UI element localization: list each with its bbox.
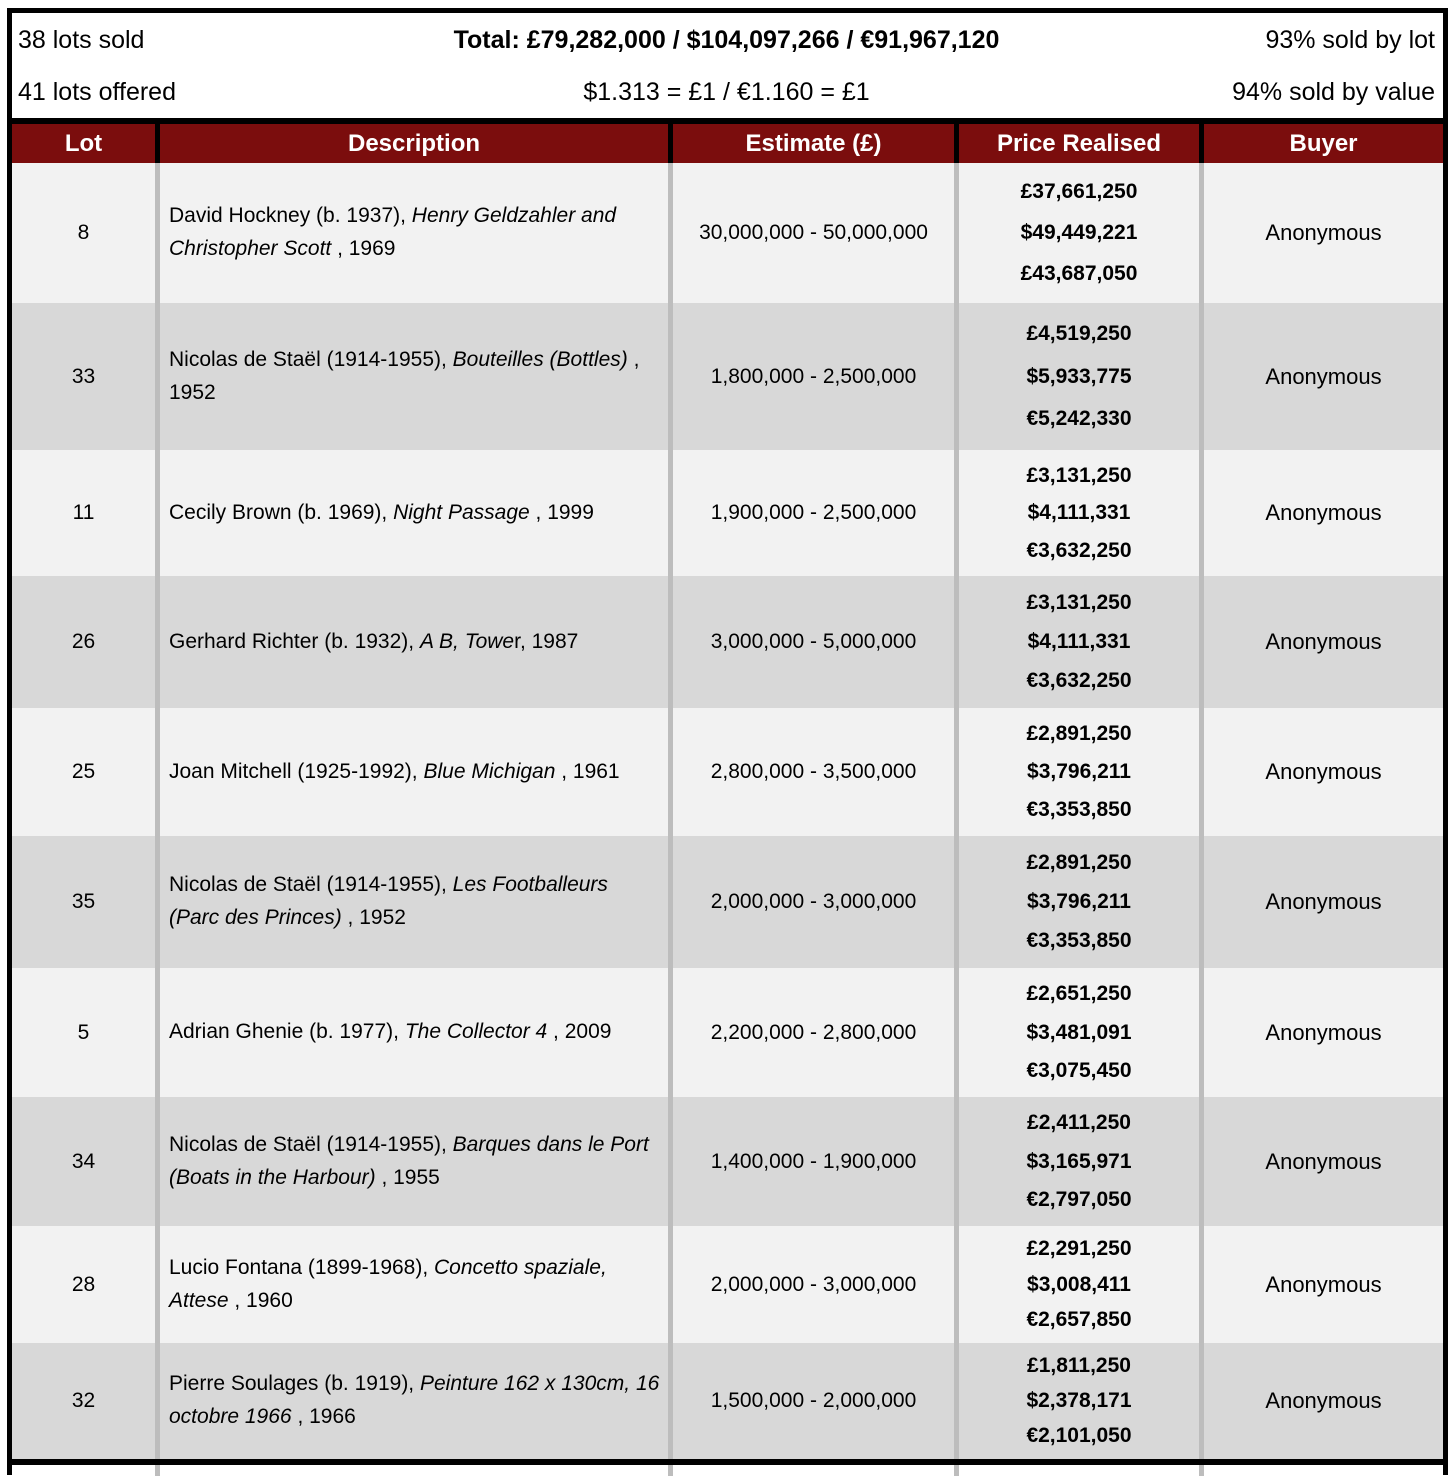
price-realised-cell [959, 303, 1204, 450]
price-realised-cell [959, 1097, 1204, 1226]
description-cell [160, 576, 673, 708]
year-text: , 1999 [529, 500, 594, 524]
description-cell [160, 1097, 673, 1226]
artist-text: Lucio Fontana (1899-1968), [169, 1255, 435, 1279]
artwork-title: Night Passage [393, 500, 530, 524]
buyer-cell: Anonymous [1265, 1271, 1382, 1297]
table-row [12, 450, 1443, 576]
description-cell [160, 1343, 673, 1459]
price-usd: $3,796,211 [1027, 890, 1131, 913]
artist-text: Cecily Brown (b. 1969), [169, 500, 394, 524]
estimate-cell: 1,500,000 - 2,000,000 [673, 1343, 959, 1459]
description-cell [160, 708, 673, 836]
buyer-cell: Anonymous [1265, 1019, 1382, 1045]
artist-text: Gerhard Richter (b. 1932), [169, 629, 420, 653]
lot-cell: 28 [12, 1226, 160, 1343]
price-eur: €3,353,850 [1026, 798, 1132, 821]
price-eur: €3,075,450 [1026, 1058, 1132, 1082]
price-eur: €3,632,250 [1026, 538, 1132, 562]
price-usd: $4,111,331 [1027, 501, 1131, 524]
table-row [12, 163, 1443, 303]
table-row [12, 303, 1443, 450]
price-eur: €2,101,050 [1026, 1424, 1132, 1447]
buyer-cell: Anonymous [1265, 759, 1382, 784]
table-header-row [12, 124, 1443, 163]
price-realised-cell [959, 836, 1204, 968]
artwork-title: A B, Towe [419, 629, 515, 653]
lot-cell: 33 [12, 303, 160, 450]
next-row-partial [12, 1465, 1443, 1476]
artist-text: Nicolas de Staël (1914-1955), [169, 1132, 453, 1156]
artist-text: Nicolas de Staël (1914-1955), [169, 873, 453, 897]
price-realised-cell [959, 576, 1204, 708]
lot-cell: 25 [12, 708, 160, 836]
price-realised-cell [959, 1226, 1204, 1343]
auction-results-sheet [7, 8, 1448, 1475]
lots-sold-text: 38 lots sold [18, 26, 145, 55]
price-eur: €2,797,050 [1026, 1187, 1132, 1211]
col-header-buyer: Buyer [1289, 129, 1358, 157]
artwork-title: Les Footballeurs (Parc des Princes) [169, 873, 608, 929]
price-gbp: £2,411,250 [1027, 1111, 1131, 1135]
lot-cell: 26 [12, 576, 160, 708]
price-realised-cell [959, 708, 1204, 836]
sold-by-lot-text: 93% sold by lot [1265, 26, 1435, 55]
description-cell [160, 836, 673, 968]
buyer-cell: Anonymous [1265, 220, 1382, 245]
col-header-estimate: Estimate (£) [673, 124, 959, 163]
table-row [12, 708, 1443, 836]
price-usd: $3,796,211 [1027, 760, 1131, 783]
table-row [12, 1097, 1443, 1226]
artwork-title: Peinture 162 x 130cm, 16 octobre 1966 [169, 1372, 660, 1428]
year-text: , 1952 [341, 906, 406, 929]
buyer-cell: Anonymous [1265, 1388, 1382, 1413]
artist-text: Nicolas de Staël (1914-1955), [169, 347, 453, 371]
year-text: , 1952 [169, 347, 640, 404]
artist-text: Adrian Ghenie (b. 1977), [169, 1020, 405, 1044]
artwork-title: Barques dans le Port (Boats in the Harbour) [169, 1132, 649, 1189]
price-gbp: £2,891,250 [1026, 851, 1132, 874]
artwork-title: Henry Geldzahler and Christopher Scott [169, 204, 617, 260]
estimate-cell: 1,900,000 - 2,500,000 [673, 450, 959, 576]
table-row [12, 836, 1443, 968]
price-gbp: £1,811,250 [1027, 1354, 1131, 1377]
price-usd: $49,449,221 [1020, 221, 1138, 244]
table-row [12, 968, 1443, 1097]
artist-text: David Hockney (b. 1937), [169, 204, 412, 228]
buyer-cell: Anonymous [1265, 889, 1382, 914]
price-gbp: £37,661,250 [1020, 180, 1138, 203]
description-cell [160, 1226, 673, 1343]
description-cell [160, 163, 673, 303]
estimate-cell: 1,400,000 - 1,900,000 [673, 1097, 959, 1226]
price-realised-cell [959, 163, 1204, 303]
price-gbp: £3,131,250 [1026, 591, 1132, 614]
description-cell [160, 303, 673, 450]
description-cell [160, 450, 673, 576]
lot-cell: 35 [12, 836, 160, 968]
lot-cell: 32 [12, 1343, 160, 1459]
estimate-cell: 2,000,000 - 3,000,000 [673, 836, 959, 968]
year-text: , 1961 [555, 759, 620, 783]
estimate-cell: 2,000,000 - 3,000,000 [673, 1226, 959, 1343]
price-gbp: £4,519,250 [1026, 321, 1132, 345]
lot-cell: 5 [12, 968, 160, 1097]
lot-cell: 8 [12, 163, 160, 303]
artist-text: Pierre Soulages (b. 1919), [169, 1372, 420, 1396]
price-gbp: £2,651,250 [1026, 982, 1132, 1006]
price-eur: €3,353,850 [1026, 929, 1132, 952]
col-header-price: Price Realised [959, 124, 1204, 163]
table-row [12, 1226, 1443, 1343]
buyer-cell: Anonymous [1265, 500, 1382, 525]
year-text: , 1966 [291, 1405, 356, 1428]
price-eur: €2,657,850 [1026, 1307, 1132, 1331]
estimate-cell: 2,200,000 - 2,800,000 [673, 968, 959, 1097]
total-realised-text: Total: £79,282,000 / $104,097,266 / €91,967,120 [453, 26, 1000, 55]
sold-by-value-text: 94% sold by value [1232, 77, 1435, 106]
lot-cell: 11 [12, 450, 160, 576]
exchange-rate-text: $1.313 = £1 / €1.160 = £1 [583, 77, 870, 106]
price-realised-cell [959, 450, 1204, 576]
price-gbp: £2,291,250 [1026, 1237, 1132, 1261]
table-row [12, 576, 1443, 708]
price-usd: $3,165,971 [1026, 1149, 1132, 1173]
buyer-cell: Anonymous [1265, 363, 1382, 389]
year-text: , 1960 [228, 1288, 293, 1312]
artwork-title: Concetto spaziale, Attese [169, 1255, 607, 1312]
price-usd: $3,481,091 [1026, 1020, 1132, 1044]
buyer-cell: Anonymous [1265, 629, 1382, 654]
year-text: , 1955 [375, 1165, 440, 1189]
artist-text: Joan Mitchell (1925-1992), [169, 759, 424, 783]
lot-cell: 34 [12, 1097, 160, 1226]
price-realised-cell [959, 968, 1204, 1097]
buyer-cell: Anonymous [1265, 1148, 1382, 1174]
col-header-description: Description [160, 124, 673, 163]
col-header-lot: Lot [12, 124, 160, 163]
artwork-title: Blue Michigan [423, 759, 556, 783]
year-text: , 2009 [547, 1020, 612, 1044]
price-eur: €3,632,250 [1026, 669, 1132, 692]
price-gbp: £3,131,250 [1026, 463, 1132, 487]
estimate-cell: 3,000,000 - 5,000,000 [673, 576, 959, 708]
estimate-cell: 30,000,000 - 50,000,000 [673, 163, 959, 303]
price-usd: $2,378,171 [1026, 1389, 1132, 1412]
lots-offered-text: 41 lots offered [18, 77, 176, 106]
artwork-title: Bouteilles (Bottles) [452, 347, 628, 371]
estimate-cell: 1,800,000 - 2,500,000 [673, 303, 959, 450]
summary-strip [12, 13, 1443, 118]
table-row [12, 1343, 1443, 1459]
year-text: r, 1987 [514, 629, 579, 653]
artwork-title: The Collector 4 [404, 1020, 548, 1044]
price-realised-cell [959, 1343, 1204, 1459]
price-gbp: £2,891,250 [1026, 722, 1132, 745]
price-eur: £43,687,050 [1020, 262, 1138, 285]
price-usd: $3,008,411 [1027, 1272, 1131, 1296]
price-usd: $4,111,331 [1027, 630, 1131, 653]
estimate-cell: 2,800,000 - 3,500,000 [673, 708, 959, 836]
price-usd: $5,933,775 [1026, 364, 1132, 388]
year-text: , 1969 [331, 237, 396, 260]
price-eur: €5,242,330 [1026, 407, 1132, 431]
description-cell [160, 968, 673, 1097]
